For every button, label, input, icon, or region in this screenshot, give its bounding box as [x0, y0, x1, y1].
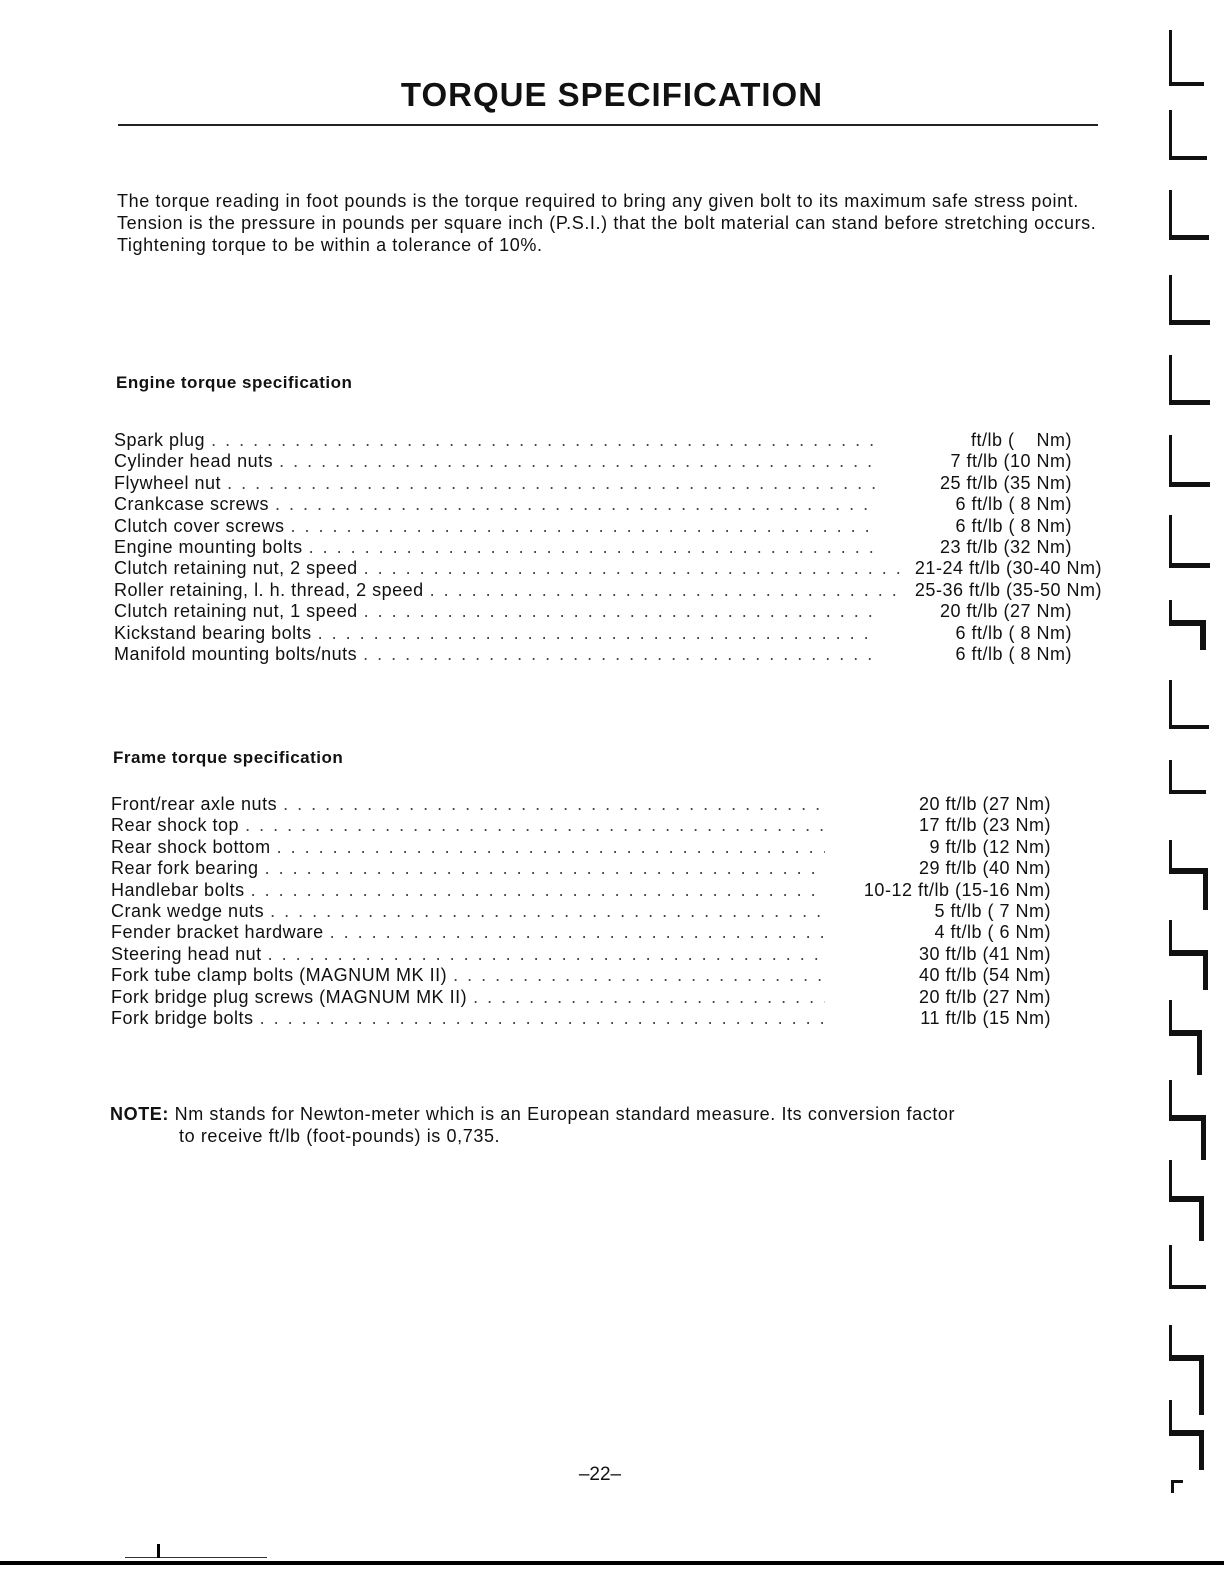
row-value: ft/lb ( Nm) [971, 430, 1072, 450]
row-label: Steering head nut [111, 943, 262, 964]
leader-dots [227, 473, 876, 494]
table-row [111, 858, 1051, 879]
table-row [111, 922, 1051, 943]
row-label: Clutch retaining nut, 2 speed [114, 558, 358, 579]
intro-paragraph-1: The torque reading in foot pounds is the torque required to bring any given bolt to its maximum safe stress point. [117, 191, 1079, 211]
bottom-tick-mark [157, 1544, 160, 1558]
row-label: Front/rear axle nuts [111, 794, 278, 814]
page-title: TORQUE SPECIFICATION [400, 76, 824, 113]
row-label: Flywheel nut [114, 472, 222, 493]
row-label: Fender bracket hardware [111, 922, 324, 943]
row-value: 11 ft/lb (15 Nm) [920, 1007, 1051, 1028]
leader-dots [453, 965, 825, 986]
leader-dots [291, 516, 876, 537]
row-label: Clutch retaining nut, 1 speed [114, 601, 358, 622]
row-label: Fork bridge bolts [111, 1007, 254, 1028]
bottom-edge-line [0, 1561, 1224, 1565]
table-row [114, 558, 1102, 579]
table-row [111, 1008, 1051, 1029]
leader-dots [245, 815, 825, 836]
table-row [114, 644, 1072, 665]
table-row [114, 494, 1072, 515]
leader-dots [283, 794, 825, 815]
row-label: Rear shock top [111, 815, 240, 836]
table-row [114, 623, 1072, 644]
binding-clips [1169, 30, 1210, 1493]
row-label: Rear shock bottom [111, 836, 271, 857]
engine-torque-table [114, 430, 1102, 665]
row-value: 21-24 ft/lb (30-40 Nm) [914, 558, 1102, 579]
row-value: 25 ft/lb (35 Nm) [939, 472, 1072, 493]
table-row [114, 473, 1072, 494]
row-value: 6 ft/lb ( 8 Nm) [955, 494, 1072, 515]
row-label: Kickstand bearing bolts [114, 622, 312, 643]
row-label: Rear fork bearing [111, 858, 259, 879]
leader-dots [251, 880, 825, 901]
frame-heading: Frame torque specification [113, 748, 344, 767]
row-value: 17 ft/lb (23 Nm) [918, 815, 1051, 836]
row-label: Engine mounting bolts [114, 536, 303, 557]
leader-dots [279, 451, 876, 472]
note-line-2: to receive ft/lb (foot-pounds) is 0,735. [179, 1126, 501, 1146]
row-value: 7 ft/lb (10 Nm) [950, 451, 1072, 472]
row-value: 10-12 ft/lb (15-16 Nm) [863, 879, 1051, 900]
row-label: Cylinder head nuts [114, 451, 274, 472]
table-row [114, 601, 1072, 622]
engine-heading: Engine torque specification [116, 373, 353, 392]
leader-dots [364, 558, 906, 579]
table-row [111, 880, 1051, 901]
leader-dots [260, 1008, 825, 1029]
row-value: 6 ft/lb ( 8 Nm) [955, 622, 1072, 643]
table-row [114, 451, 1072, 472]
leader-dots [211, 430, 876, 451]
page-number: –22– [578, 1464, 622, 1485]
note-label: NOTE: [110, 1104, 169, 1124]
row-value: 20 ft/lb (27 Nm) [939, 601, 1072, 622]
note-block [110, 1103, 1095, 1147]
row-value: 30 ft/lb (41 Nm) [918, 943, 1051, 964]
table-row [114, 537, 1072, 558]
row-label: Crankcase screws [114, 494, 270, 515]
row-label: Manifold mounting bolts/nuts [114, 643, 358, 664]
row-value: 9 ft/lb (12 Nm) [929, 836, 1051, 857]
table-row [111, 965, 1051, 986]
row-value: 29 ft/lb (40 Nm) [918, 858, 1051, 879]
bottom-short-line [125, 1557, 267, 1558]
table-row [111, 794, 1051, 815]
intro-paragraph-3: Tightening torque to be within a tolerance of 10%. [117, 235, 543, 255]
leader-dots [309, 537, 876, 558]
row-value: 4 ft/lb ( 6 Nm) [934, 922, 1051, 943]
leader-dots [275, 494, 876, 515]
leader-dots [363, 644, 876, 665]
table-row [114, 579, 1102, 601]
row-label: Spark plug [114, 430, 206, 450]
title-divider [118, 124, 1098, 126]
row-value: 6 ft/lb ( 8 Nm) [955, 515, 1072, 536]
intro-paragraph-2: Tension is the pressure in pounds per square inch (P.S.I.) that the bolt material can stand before stretching occurs. [117, 213, 1097, 233]
row-label: Roller retaining, l. h. thread, 2 speed [114, 579, 424, 600]
table-row [111, 837, 1051, 858]
row-value: 20 ft/lb (27 Nm) [918, 986, 1051, 1007]
row-value: 23 ft/lb (32 Nm) [939, 536, 1072, 557]
leader-dots [364, 601, 876, 622]
row-value: 5 ft/lb ( 7 Nm) [934, 900, 1051, 921]
row-value: 40 ft/lb (54 Nm) [918, 965, 1051, 986]
table-row [111, 901, 1051, 922]
leader-dots [265, 858, 825, 879]
row-label: Fork bridge plug screws (MAGNUM MK II) [111, 986, 468, 1007]
intro-text [117, 190, 1102, 256]
row-value: 20 ft/lb (27 Nm) [918, 794, 1051, 814]
leader-dots [270, 901, 825, 922]
table-row [111, 944, 1051, 965]
leader-dots [330, 922, 825, 943]
row-label: Fork tube clamp bolts (MAGNUM MK II) [111, 965, 448, 986]
frame-torque-table [111, 794, 1051, 1029]
row-label: Handlebar bolts [111, 879, 245, 900]
table-row [111, 815, 1051, 836]
table-row [114, 516, 1072, 537]
table-row [114, 430, 1072, 451]
note-line-1: Nm stands for Newton-meter which is an European standard measure. Its conversion factor [174, 1104, 956, 1124]
row-value: 25-36 ft/lb (35-50 Nm) [914, 579, 1102, 600]
leader-dots [473, 987, 825, 1008]
row-label: Crank wedge nuts [111, 900, 265, 921]
leader-dots [430, 580, 906, 601]
leader-dots [268, 944, 825, 965]
row-value: 6 ft/lb ( 8 Nm) [955, 643, 1072, 664]
spiral-binding-edge [1163, 30, 1213, 1510]
row-label: Clutch cover screws [114, 515, 285, 536]
table-row [111, 987, 1051, 1008]
leader-dots [318, 623, 876, 644]
leader-dots [277, 837, 825, 858]
